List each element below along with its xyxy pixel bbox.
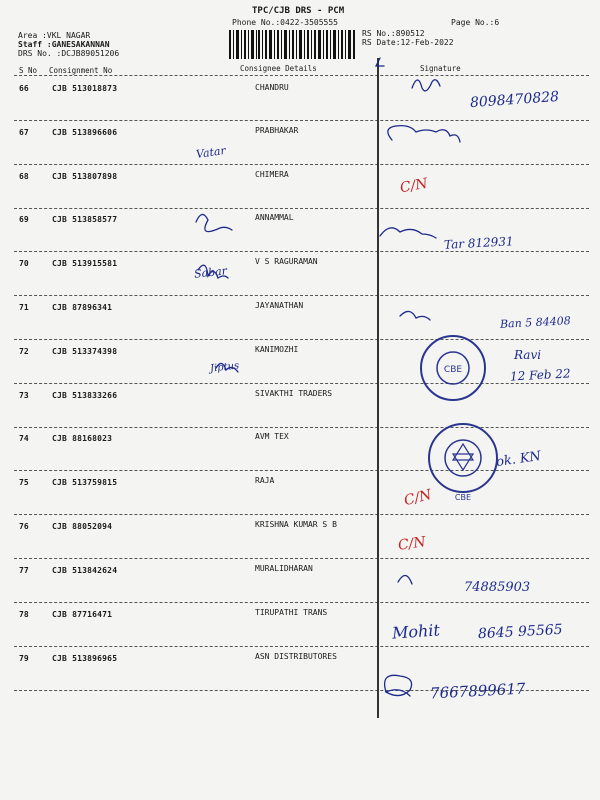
row-consignment: CJB 513858577 xyxy=(52,215,118,224)
row-consignee: RAJA xyxy=(255,476,275,485)
row-consignee: JAYANATHAN xyxy=(255,301,304,310)
row-consignee: MURALIDHARAN xyxy=(255,564,313,573)
handwritten-sig-74: ok. KN xyxy=(495,448,542,471)
row-sno: 71 xyxy=(19,303,29,312)
row-consignee: PRABHAKAR xyxy=(255,126,299,135)
handwritten-phone-79: 7667899617 xyxy=(429,679,526,703)
row-divider xyxy=(14,251,589,252)
row-sno: 77 xyxy=(19,566,29,575)
row-sno: 66 xyxy=(19,84,29,93)
stamp-aum-center: CBE xyxy=(454,493,472,502)
row-consignee: SIVAKTHI TRADERS xyxy=(255,389,333,398)
row-sno: 76 xyxy=(19,522,29,531)
handwritten-num-69: Tar 812931 xyxy=(443,234,514,252)
drs-number: DRS No. :DCJB89051206 xyxy=(18,49,120,58)
handwritten-sig-70: Sabar xyxy=(193,264,228,281)
row-consignment: CJB 513896606 xyxy=(52,128,118,137)
doc-title: TPC/CJB DRS - PCM xyxy=(252,6,345,16)
row-divider xyxy=(14,558,589,559)
row-divider xyxy=(14,383,589,384)
handwritten-sig-72: Ravi xyxy=(514,348,542,362)
row-sno: 78 xyxy=(19,610,29,619)
row-consignment: CJB 88168023 xyxy=(52,434,113,443)
row-consignee: CHIMERA xyxy=(255,170,289,179)
handwritten-phone-71: Ban 5 84408 xyxy=(499,314,572,331)
col-consignment: Consignment No xyxy=(49,66,113,75)
row-consignee: ANNAMMAL xyxy=(255,213,294,222)
handwritten-num-77: 74885903 xyxy=(464,580,531,595)
stamp-spinos-center: CBE xyxy=(443,365,463,375)
row-consignee: TIRUPATHI TRANS xyxy=(255,608,328,617)
row-consignment: CJB 513759815 xyxy=(52,478,118,487)
col-signature: Signature xyxy=(420,64,461,73)
row-sno: 70 xyxy=(19,259,29,268)
row-consignee: AVM TEX xyxy=(255,432,289,441)
row-sno: 68 xyxy=(19,172,29,181)
col-consignee: Consignee Details xyxy=(240,64,317,73)
row-divider xyxy=(14,514,589,515)
handwritten-note-67: Vatar xyxy=(195,143,227,162)
row-divider xyxy=(14,602,589,603)
header-divider xyxy=(14,75,589,76)
table-row xyxy=(0,172,600,212)
phone-number: Phone No.:0422-3505555 xyxy=(232,18,338,27)
handwritten-cn-75: C/N xyxy=(402,486,434,510)
rs-date: RS Date:12-Feb-2022 xyxy=(362,38,454,47)
row-consignment: CJB 513807898 xyxy=(52,172,118,181)
signature-column-divider xyxy=(377,58,379,718)
staff-field: Staff :GANESAKANNAN xyxy=(18,40,110,49)
row-consignee: KRISHNA KUMAR S B xyxy=(255,520,337,529)
row-sno: 74 xyxy=(19,434,29,443)
row-sno: 75 xyxy=(19,478,29,487)
row-sno: 72 xyxy=(19,347,29,356)
handwritten-sig2-72: Jiptus xyxy=(209,360,240,375)
row-sno: 73 xyxy=(19,391,29,400)
row-sno: 79 xyxy=(19,654,29,663)
handwritten-name-78: Mohit xyxy=(391,620,441,643)
handwritten-phone-78: 8645 95565 xyxy=(477,621,563,643)
row-divider xyxy=(14,646,589,647)
row-consignment: CJB 513833266 xyxy=(52,391,118,400)
row-divider xyxy=(14,295,589,296)
row-divider xyxy=(14,427,589,428)
row-divider xyxy=(14,164,589,165)
table-row xyxy=(0,391,600,431)
col-sno: S No xyxy=(19,66,38,75)
table-row xyxy=(0,259,600,299)
area-field: Area :VKL NAGAR xyxy=(18,31,91,40)
row-consignment: CJB 513842624 xyxy=(52,566,118,575)
row-sno: 69 xyxy=(19,215,29,224)
row-consignment: CJB 513915581 xyxy=(52,259,118,268)
handwritten-cn-76: C/N xyxy=(397,534,427,554)
row-divider xyxy=(14,339,589,340)
row-consignment: CJB 513018873 xyxy=(52,84,118,93)
row-consignment: CJB 513374398 xyxy=(52,347,118,356)
row-divider xyxy=(14,470,589,471)
handwritten-cn-68: C/N xyxy=(398,175,429,197)
row-consignee: KANIMOZHI xyxy=(255,345,299,354)
rs-number: RS No.:890512 xyxy=(362,29,425,38)
row-consignment: CJB 87716471 xyxy=(52,610,113,619)
table-row xyxy=(0,128,600,168)
row-consignment: CJB 88052094 xyxy=(52,522,113,531)
handwritten-phone-66: 8098470828 xyxy=(469,88,560,112)
row-divider xyxy=(14,120,589,121)
row-consignment: CJB 87896341 xyxy=(52,303,113,312)
page-number: Page No.:6 xyxy=(451,18,500,27)
handwritten-date-72: 12 Feb 22 xyxy=(509,366,571,384)
row-consignee: CHANDRU xyxy=(255,83,289,92)
row-consignee: ASN DISTRIBUTORES xyxy=(255,652,337,661)
row-divider xyxy=(14,208,589,209)
row-consignee: V S RAGURAMAN xyxy=(255,257,318,266)
row-consignment: CJB 513896965 xyxy=(52,654,118,663)
row-sno: 67 xyxy=(19,128,29,137)
table-row xyxy=(0,522,600,562)
table-row xyxy=(0,478,600,518)
